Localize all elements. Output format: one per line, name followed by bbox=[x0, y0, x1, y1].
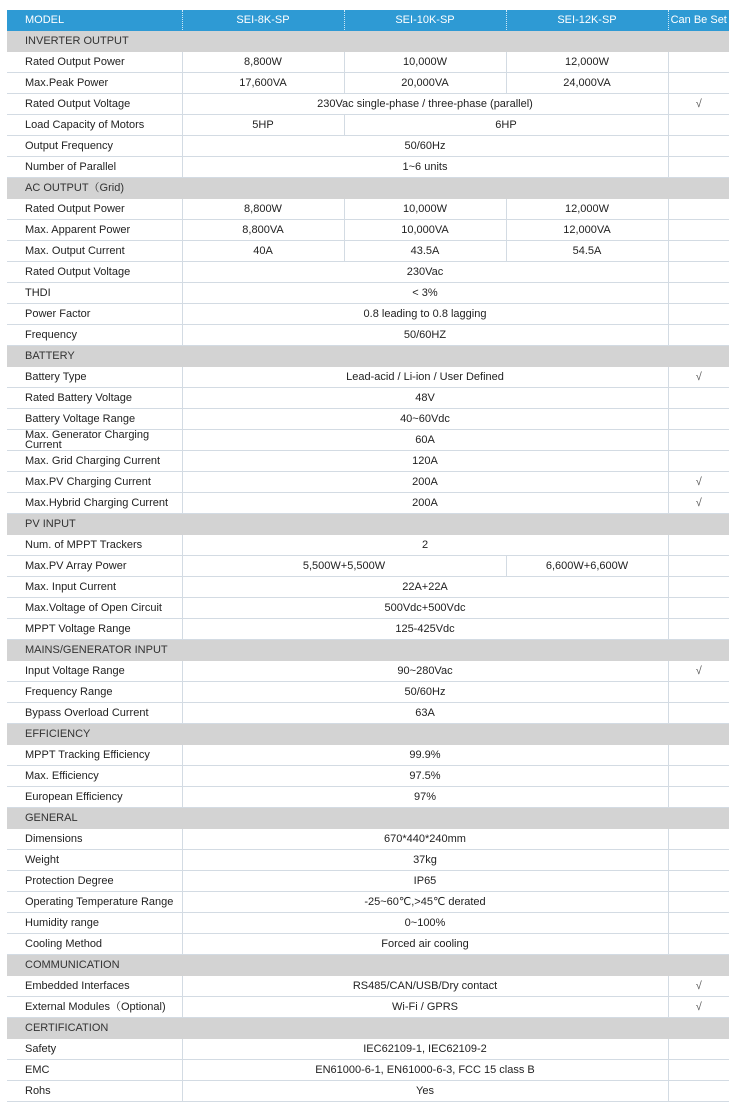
table-row bbox=[7, 220, 729, 241]
header-model-8k: SEI-8K-SP bbox=[182, 10, 344, 31]
section-header-row bbox=[7, 640, 729, 661]
can-be-set-cell bbox=[668, 871, 729, 892]
can-be-set-cell bbox=[668, 283, 729, 304]
spec-value: 6,600W+6,600W bbox=[506, 556, 668, 577]
table-row bbox=[7, 52, 729, 73]
table-row bbox=[7, 535, 729, 556]
spec-value: Lead-acid / Li-ion / User Defined bbox=[182, 367, 668, 388]
table-row bbox=[7, 157, 729, 178]
spec-label: Safety bbox=[7, 1039, 182, 1060]
table-row bbox=[7, 430, 729, 451]
spec-label: Weight bbox=[7, 850, 182, 871]
section-header-row bbox=[7, 1018, 729, 1039]
table-row bbox=[7, 619, 729, 640]
table-row bbox=[7, 199, 729, 220]
section-header-row bbox=[7, 808, 729, 829]
spec-value: Forced air cooling bbox=[182, 934, 668, 955]
table-row bbox=[7, 934, 729, 955]
spec-value: 40A bbox=[182, 241, 344, 262]
spec-value: 5,500W+5,500W bbox=[182, 556, 506, 577]
can-be-set-cell bbox=[668, 220, 729, 241]
can-be-set-cell bbox=[668, 934, 729, 955]
table-row bbox=[7, 661, 729, 682]
spec-value: 5HP bbox=[182, 115, 344, 136]
spec-value: 90~280Vac bbox=[182, 661, 668, 682]
can-be-set-cell bbox=[668, 913, 729, 934]
spec-label: MPPT Voltage Range bbox=[7, 619, 182, 640]
spec-value: < 3% bbox=[182, 283, 668, 304]
table-row bbox=[7, 556, 729, 577]
spec-value: 99.9% bbox=[182, 745, 668, 766]
can-be-set-cell bbox=[668, 703, 729, 724]
spec-value: 50/60Hz bbox=[182, 682, 668, 703]
table-row bbox=[7, 283, 729, 304]
section-title: BATTERY bbox=[7, 346, 729, 367]
spec-value: 120A bbox=[182, 451, 668, 472]
spec-label: Rated Output Voltage bbox=[7, 94, 182, 115]
section-header-row bbox=[7, 955, 729, 976]
spec-value: 8,800VA bbox=[182, 220, 344, 241]
table-row bbox=[7, 892, 729, 913]
table-row bbox=[7, 241, 729, 262]
spec-value: Wi-Fi / GPRS bbox=[182, 997, 668, 1018]
table-row bbox=[7, 913, 729, 934]
check-mark-icon: √ bbox=[668, 94, 729, 115]
spec-table bbox=[7, 10, 729, 1102]
spec-label: Protection Degree bbox=[7, 871, 182, 892]
spec-value: 125-425Vdc bbox=[182, 619, 668, 640]
spec-label: Frequency Range bbox=[7, 682, 182, 703]
check-mark-icon: √ bbox=[668, 997, 729, 1018]
spec-value: 230Vac single-phase / three-phase (parallel) bbox=[182, 94, 668, 115]
spec-label: Battery Type bbox=[7, 367, 182, 388]
table-row bbox=[7, 1060, 729, 1081]
can-be-set-cell bbox=[668, 115, 729, 136]
spec-label: Rated Battery Voltage bbox=[7, 388, 182, 409]
spec-label: Max.Peak Power bbox=[7, 73, 182, 94]
spec-label: External Modules（Optional) bbox=[7, 997, 182, 1018]
spec-value: 0~100% bbox=[182, 913, 668, 934]
spec-label: European Efficiency bbox=[7, 787, 182, 808]
header-model-10k: SEI-10K-SP bbox=[344, 10, 506, 31]
section-title: PV INPUT bbox=[7, 514, 729, 535]
spec-value: 37kg bbox=[182, 850, 668, 871]
check-mark-icon: √ bbox=[668, 472, 729, 493]
spec-body bbox=[7, 31, 729, 1102]
can-be-set-cell bbox=[668, 577, 729, 598]
table-row bbox=[7, 304, 729, 325]
spec-label: Rated Output Power bbox=[7, 52, 182, 73]
table-row bbox=[7, 1081, 729, 1102]
section-header-row bbox=[7, 178, 729, 199]
spec-value: 12,000W bbox=[506, 199, 668, 220]
table-row bbox=[7, 703, 729, 724]
header-can-be-set: Can Be Set bbox=[668, 10, 729, 31]
can-be-set-cell bbox=[668, 430, 729, 451]
section-header-row bbox=[7, 346, 729, 367]
table-row bbox=[7, 73, 729, 94]
section-title: GENERAL bbox=[7, 808, 729, 829]
table-row bbox=[7, 850, 729, 871]
can-be-set-cell bbox=[668, 1081, 729, 1102]
spec-sheet bbox=[7, 10, 729, 1102]
spec-label: Max. Apparent Power bbox=[7, 220, 182, 241]
table-row bbox=[7, 829, 729, 850]
spec-label: Number of Parallel bbox=[7, 157, 182, 178]
spec-value: IP65 bbox=[182, 871, 668, 892]
spec-value: 12,000W bbox=[506, 52, 668, 73]
spec-value: 200A bbox=[182, 472, 668, 493]
section-title: CERTIFICATION bbox=[7, 1018, 729, 1039]
spec-value: EN61000-6-1, EN61000-6-3, FCC 15 class B bbox=[182, 1060, 668, 1081]
can-be-set-cell bbox=[668, 682, 729, 703]
spec-label: Max. Grid Charging Current bbox=[7, 451, 182, 472]
spec-label: EMC bbox=[7, 1060, 182, 1081]
spec-value: 10,000W bbox=[344, 199, 506, 220]
table-row bbox=[7, 976, 729, 997]
table-row bbox=[7, 997, 729, 1018]
spec-value: 48V bbox=[182, 388, 668, 409]
spec-label: Max. Generator Charging Current bbox=[7, 430, 182, 451]
can-be-set-cell bbox=[668, 241, 729, 262]
table-row bbox=[7, 787, 729, 808]
can-be-set-cell bbox=[668, 598, 729, 619]
table-row bbox=[7, 409, 729, 430]
section-title: INVERTER OUTPUT bbox=[7, 31, 729, 52]
table-row bbox=[7, 115, 729, 136]
spec-value: 1~6 units bbox=[182, 157, 668, 178]
can-be-set-cell bbox=[668, 409, 729, 430]
can-be-set-cell bbox=[668, 1060, 729, 1081]
spec-label: Power Factor bbox=[7, 304, 182, 325]
spec-value: 50/60Hz bbox=[182, 136, 668, 157]
spec-value: 670*440*240mm bbox=[182, 829, 668, 850]
table-row bbox=[7, 388, 729, 409]
can-be-set-cell bbox=[668, 388, 729, 409]
spec-value: Yes bbox=[182, 1081, 668, 1102]
spec-label: Max.Voltage of Open Circuit bbox=[7, 598, 182, 619]
check-mark-icon: √ bbox=[668, 367, 729, 388]
table-row bbox=[7, 94, 729, 115]
can-be-set-cell bbox=[668, 325, 729, 346]
header-row bbox=[7, 10, 729, 31]
spec-value: 20,000VA bbox=[344, 73, 506, 94]
section-title: EFFICIENCY bbox=[7, 724, 729, 745]
spec-value: 200A bbox=[182, 493, 668, 514]
spec-label: Input Voltage Range bbox=[7, 661, 182, 682]
spec-label: Output Frequency bbox=[7, 136, 182, 157]
can-be-set-cell bbox=[668, 535, 729, 556]
spec-label: Embedded Interfaces bbox=[7, 976, 182, 997]
spec-value: 24,000VA bbox=[506, 73, 668, 94]
spec-label: Rated Output Power bbox=[7, 199, 182, 220]
section-header-row bbox=[7, 31, 729, 52]
table-row bbox=[7, 493, 729, 514]
section-title: AC OUTPUT（Grid) bbox=[7, 178, 729, 199]
section-title: COMMUNICATION bbox=[7, 955, 729, 976]
spec-value: 8,800W bbox=[182, 199, 344, 220]
spec-label: Num. of MPPT Trackers bbox=[7, 535, 182, 556]
spec-value: 10,000W bbox=[344, 52, 506, 73]
header-model-12k: SEI-12K-SP bbox=[506, 10, 668, 31]
can-be-set-cell bbox=[668, 850, 729, 871]
spec-label: Rohs bbox=[7, 1081, 182, 1102]
can-be-set-cell bbox=[668, 556, 729, 577]
spec-value: 60A bbox=[182, 430, 668, 451]
table-row bbox=[7, 451, 729, 472]
table-row bbox=[7, 766, 729, 787]
table-row bbox=[7, 1039, 729, 1060]
spec-value: 50/60HZ bbox=[182, 325, 668, 346]
can-be-set-cell bbox=[668, 745, 729, 766]
table-row bbox=[7, 472, 729, 493]
spec-value: 8,800W bbox=[182, 52, 344, 73]
spec-value: 63A bbox=[182, 703, 668, 724]
header-model: MODEL bbox=[7, 10, 182, 31]
check-mark-icon: √ bbox=[668, 493, 729, 514]
can-be-set-cell bbox=[668, 829, 729, 850]
spec-value: 6HP bbox=[344, 115, 668, 136]
can-be-set-cell bbox=[668, 136, 729, 157]
table-row bbox=[7, 745, 729, 766]
table-row bbox=[7, 871, 729, 892]
table-row bbox=[7, 367, 729, 388]
spec-label: Max. Input Current bbox=[7, 577, 182, 598]
spec-value: 230Vac bbox=[182, 262, 668, 283]
spec-label: Frequency bbox=[7, 325, 182, 346]
section-header-row bbox=[7, 724, 729, 745]
can-be-set-cell bbox=[668, 787, 729, 808]
can-be-set-cell bbox=[668, 199, 729, 220]
check-mark-icon: √ bbox=[668, 976, 729, 997]
spec-value: 43.5A bbox=[344, 241, 506, 262]
spec-label: MPPT Tracking Efficiency bbox=[7, 745, 182, 766]
can-be-set-cell bbox=[668, 73, 729, 94]
spec-label: Rated Output Voltage bbox=[7, 262, 182, 283]
spec-value: 12,000VA bbox=[506, 220, 668, 241]
can-be-set-cell bbox=[668, 619, 729, 640]
table-row bbox=[7, 598, 729, 619]
spec-value: 2 bbox=[182, 535, 668, 556]
spec-value: 54.5A bbox=[506, 241, 668, 262]
spec-value: -25~60℃,>45℃ derated bbox=[182, 892, 668, 913]
spec-label: THDI bbox=[7, 283, 182, 304]
spec-label: Bypass Overload Current bbox=[7, 703, 182, 724]
can-be-set-cell bbox=[668, 157, 729, 178]
section-title: MAINS/GENERATOR INPUT bbox=[7, 640, 729, 661]
spec-label: Max.PV Array Power bbox=[7, 556, 182, 577]
spec-value: 10,000VA bbox=[344, 220, 506, 241]
table-row bbox=[7, 136, 729, 157]
can-be-set-cell bbox=[668, 1039, 729, 1060]
table-row bbox=[7, 682, 729, 703]
spec-label: Dimensions bbox=[7, 829, 182, 850]
spec-value: RS485/CAN/USB/Dry contact bbox=[182, 976, 668, 997]
spec-value: 97% bbox=[182, 787, 668, 808]
check-mark-icon: √ bbox=[668, 661, 729, 682]
spec-value: 40~60Vdc bbox=[182, 409, 668, 430]
spec-label: Max.Hybrid Charging Current bbox=[7, 493, 182, 514]
can-be-set-cell bbox=[668, 892, 729, 913]
can-be-set-cell bbox=[668, 304, 729, 325]
table-row bbox=[7, 577, 729, 598]
spec-label: Battery Voltage Range bbox=[7, 409, 182, 430]
spec-value: 22A+22A bbox=[182, 577, 668, 598]
spec-value: 97.5% bbox=[182, 766, 668, 787]
spec-label: Max. Output Current bbox=[7, 241, 182, 262]
spec-value: 17,600VA bbox=[182, 73, 344, 94]
section-header-row bbox=[7, 514, 729, 535]
table-row bbox=[7, 262, 729, 283]
can-be-set-cell bbox=[668, 52, 729, 73]
can-be-set-cell bbox=[668, 766, 729, 787]
can-be-set-cell bbox=[668, 262, 729, 283]
spec-label: Operating Temperature Range bbox=[7, 892, 182, 913]
spec-label: Humidity range bbox=[7, 913, 182, 934]
spec-label: Max.PV Charging Current bbox=[7, 472, 182, 493]
table-row bbox=[7, 325, 729, 346]
spec-value: 500Vdc+500Vdc bbox=[182, 598, 668, 619]
spec-value: 0.8 leading to 0.8 lagging bbox=[182, 304, 668, 325]
spec-value: IEC62109-1, IEC62109-2 bbox=[182, 1039, 668, 1060]
spec-label: Max. Efficiency bbox=[7, 766, 182, 787]
spec-label: Load Capacity of Motors bbox=[7, 115, 182, 136]
spec-label: Cooling Method bbox=[7, 934, 182, 955]
can-be-set-cell bbox=[668, 451, 729, 472]
